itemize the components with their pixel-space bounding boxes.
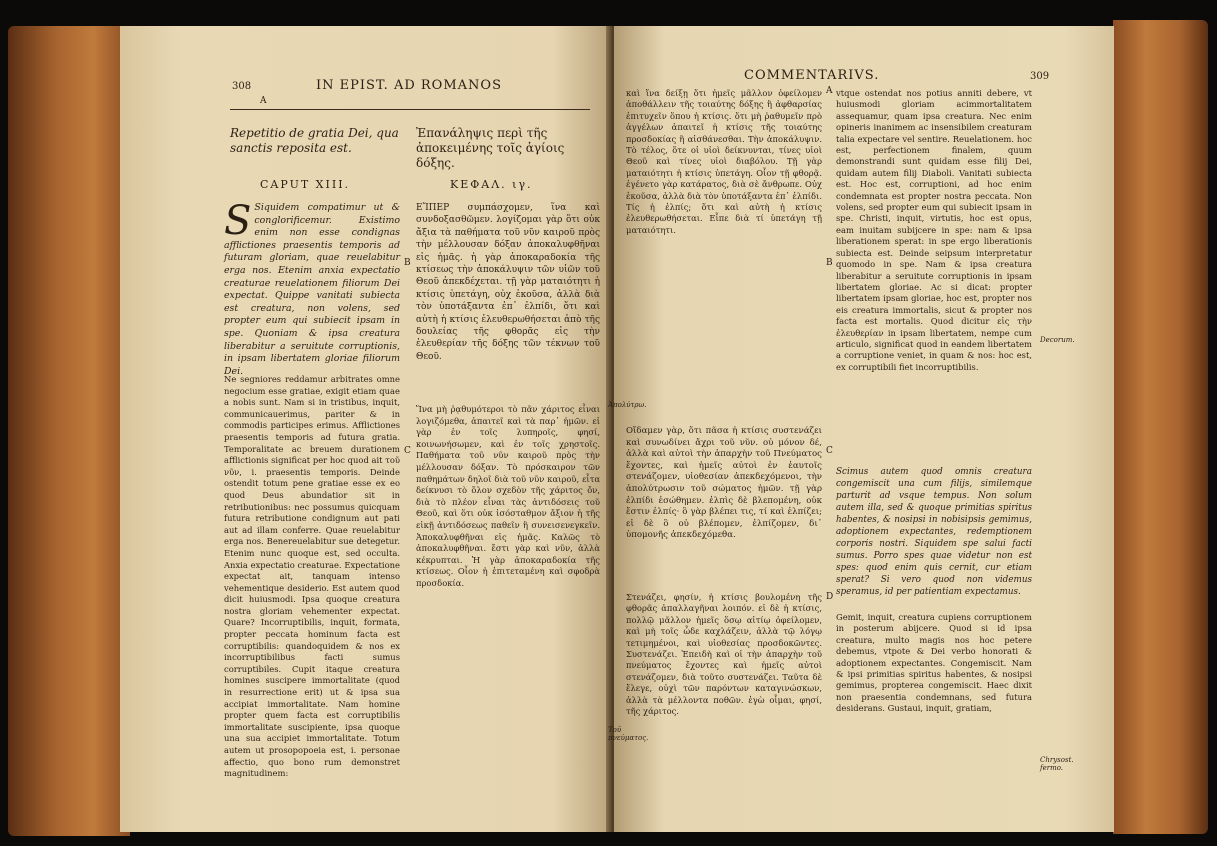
margin-note-2: Decorum. bbox=[1040, 336, 1075, 344]
header-rule bbox=[230, 109, 590, 110]
greek-title: Ἐπανάληψις περὶ τῆς ἀποκειμένης τοῖς ἁγίοις δόξης. bbox=[416, 126, 565, 170]
margin-note-4: Chrysost. fermo. bbox=[1040, 756, 1074, 772]
left-signature: A bbox=[260, 96, 267, 106]
drop-cap: S bbox=[224, 198, 252, 244]
latin-verse-column-right: Scimus autem quod omnis creatura congemiscit una cum filijs, similemque parturit ad vsque tempus. Non solum autem illa, sed & quoque primitias spiritus habentes, & nosipsi in nobisipsis gemimus, adoptionem expectantes, redemptionem corporis nostri. Siquidem spe salui facti sumus. Porro spes quae videtur non est spes: quod enim quis cernit, cur etiam sperat? Si vero quod non videmus speramus, id per patientiam expectamus. bbox=[836, 467, 1032, 597]
left-marker-b: B bbox=[404, 258, 411, 268]
left-running-head: IN EPIST. AD ROMANOS bbox=[316, 78, 502, 93]
greek-verse-column: ΕἼΠΕΡ συμπάσχομεν, ἵνα καὶ συνδοξασθῶμεν. λογίζομαι γὰρ ὅτι οὐκ ἄξια τὰ παθήματα τοῦ νῦν καιροῦ πρὸς τὴν μέλλουσαν δόξαν ἀποκαλυφθῆναι εἰς ἡμᾶς. ἡ γὰρ ἀποκαραδοκία τῆς κτίσεως τὴν ἀποκάλυψιν τῶν υἱῶν τοῦ Θεοῦ ἀπεκδέχεται. τῇ γὰρ ματαιότητι ἡ κτίσις ὑπετάγη, οὐχ ἑκοῦσα, ἀλλὰ διὰ τὸν ὑποτάξαντα ἐπ᾽ ἐλπίδι, ὅτι καὶ αὐτὴ ἡ κτίσις ἐλευθερωθήσεται ἀπὸ τῆς δουλείας τῆς φθορᾶς εἰς τὴν ἐλευθερίαν τῆς δόξης τῶν τέκνων τοῦ Θεοῦ. bbox=[416, 203, 600, 362]
right-marker-a: A bbox=[826, 86, 833, 96]
greek-commentary-3-column: Στενάζει, φησίν, ἡ κτίσις βουλομένη τῆς φθορᾶς ἀπαλλαγῆναι λοιπόν. εἰ δὲ ἡ κτίσις, πολλῷ μᾶλλον ἡμεῖς ὅσῳ αἰτίῳ ὀφείλομεν, καὶ μὴ τοῖς ὧδε καχλάζειν, ἀλλὰ τῷ λόγῳ τετιμημένοι, καὶ υἱοθεσίας προσδοκῶντες. Συστενάζει. Ἐπειδὴ καὶ οἱ τὴν ἀπαρχὴν τοῦ πνεύματος ἔχοντες καὶ ἡμεῖς αὐτοὶ στενάζομεν, διὰ τοῦτο συστενάζει. Ταῦτα δὲ ἔλεγε, οὐχὶ τῶν παρόντων καταγινώσκων, ἀλλὰ τὰ μέλλοντα ποθῶν. ἐγὼ οἶμαι, φησί, τῆς χάριτος. bbox=[626, 592, 822, 717]
right-marker-b: B bbox=[826, 258, 833, 268]
right-page bbox=[608, 26, 1114, 832]
right-page-number: 309 bbox=[1030, 71, 1050, 82]
chapter-latin: CAPUT XIII. bbox=[260, 178, 351, 191]
latin-verse-text: Siquidem compatimur ut & conglorificemur. Existimo enim non esse condignas afflictiones praesentis temporis ad futuram gloriam, quae reuelabitur erga nos. Etenim anxia expectatio creaturae reuelationem filiorum Dei expectat. Quippe vanitati subiecta est creatura, non volens, sed propter eum qui subiecit ipsam in spe. Quoniam & ipsa creatura liberabitur a seruitute corruptionis, in ipsam libertatem gloriae filiorum Dei. bbox=[224, 202, 400, 377]
latin-verse-column bbox=[224, 198, 400, 377]
right-cover-edge bbox=[1113, 20, 1208, 834]
margin-note-1: Ἀπολύτρω. bbox=[608, 401, 647, 409]
left-marker-c: C bbox=[404, 446, 411, 456]
left-page-number: 308 bbox=[232, 81, 252, 92]
greek-verse-column-right: Οἴδαμεν γὰρ, ὅτι πᾶσα ἡ κτίσις συστενάζει καὶ συνωδίνει ἄχρι τοῦ νῦν. οὐ μόνον δέ, ἀλλὰ καὶ αὐτοὶ τὴν ἀπαρχὴν τοῦ Πνεύματος ἔχοντες, καὶ ἡμεῖς αὐτοὶ ἐν ἑαυτοῖς στενάζομεν, υἱοθεσίαν ἀπεκδεχόμενοι, τὴν ἀπολύτρωσιν τοῦ σώματος ἡμῶν. τῇ γὰρ ἐλπίδι ἐσώθημεν. ἐλπὶς δὲ βλεπομένη, οὐκ ἔστιν ἐλπίς· ὃ γὰρ βλέπει τις, τί καὶ ἐλπίζει; εἰ δὲ ὃ οὐ βλέπομεν, ἐλπίζομεν, δι᾽ ὑπομονῆς ἀπεκδεχόμεθα. bbox=[626, 426, 822, 541]
right-marker-c: C bbox=[826, 446, 833, 456]
left-cover-edge bbox=[8, 26, 130, 836]
left-page bbox=[120, 26, 612, 832]
latin-commentary-column: Ne segniores reddamur arbitrates omne negocium esse gratiae, exigit etiam quae a nobis sunt. Nam si in tristibus, inquit, communicauerimus, pariter & in commodis participes erimus. Afflictiones praesentis temporis ad futura gratia. Temporalitate ac breuem durationem afflictionis significat per hoc quod ait τοῦ νῦν, i. praesentis temporis. Deinde ostendit totum pene gratiae esse ex eo quod Deus abundatior sit in retributionibus: nec possumus quicquam futura retributione condignum aut pati aut ad illam conferre. Quae reuelabitur erga nos. Benereuelabitur sue detegetur. Etenim nunc quoque est, sed occulta. Anxia expectatio creaturae. Expectatione expectat ait, tanquam intenso vehementique desiderio. Est autem quod dicit huiusmodi. Ipsa quoque creatura nostra gloriam vehementer expectat. Quare? Incorruptibilis, inquit, formata, propter peccata hominum facta est corruptibilis: quandoquidem & nos ex incorruptibilibus facti sumus corruptibiles. Cupit itaque creatura homines suscipere immortalitate (quod in resurrectione erit) ut & ipsa sua accipiat immortalitate. Nam homine propter quem facta est corruptibilis immortalitate suscipiente, ipsa quoque una sua accipiet immortalitate. Totum autem ut prosopopoeia est, i. personae affectio, quo bono rum demonstret magnitudinem: bbox=[224, 374, 400, 779]
latin-title: Repetitio de gratia Dei, qua sanctis reposita est. bbox=[230, 126, 399, 155]
latin-commentary-3-column: Gemit, inquit, creatura cupiens corruptionem in posterum abijcere. Quod si id ipsa creatura, multo magis nos hoc petere debemus, vtpote & Dei verbo honorati & adoptionem expectantes. Congemiscit. Nam & ipsi primitias spiritus habentes, & nosipsi gemimus, propterea congemiscit. Haec dixit non praesentia condemnans, sed futura desiderans. Gustaui, inquit, gratiam, bbox=[836, 612, 1032, 714]
margin-note-3: Τοῦ πνεύματος. bbox=[608, 726, 649, 742]
chapter-greek: ΚΕΦΑΛ. ιγ. bbox=[450, 178, 533, 191]
greek-commentary-column-right: καὶ ἵνα δείξῃ ὅτι ἡμεῖς μᾶλλον ὀφείλομεν ἀποθάλλειν τῆς τοιαύτης δόξης ἢ ἀφθαρσίας ἐπιτυχεῖν ὅπου ἡ κτίσις. ὅτι μὴ ῥαθυμεῖν πρὸ ἀγγέλων ἀπαιτεῖ ἡ κτίσις τῆς τοιαύτης προσδοκίας ἢ αἰσθάνεσθαι. Τὴν ἀποκάλυψιν. Τὸ τέλος, ὅτε οἱ υἱοὶ δείκνυνται, τίνες υἱοὶ Θεοῦ καὶ τίνες υἱοὶ διαβόλου. Τῇ γὰρ ματαιότητι ἡ κτίσις ὑπετάγη. Οἷον τῇ φθορᾷ. ἐγένετο γὰρ κατάρατος, διὰ σὲ ἄνθρωπε. Οὐχ ἑκοῦσα, ἀλλὰ διὰ τὸν ὑποτάξαντα ἐπ᾽ ἐλπίδι. Τίς ἡ ἐλπίς; ὅτι καὶ αὐτὴ ἡ κτίσις ἐλευθερωθήσεται. Εἶπε διὰ τί ὑπετάγη τῇ ματαιότητι. bbox=[626, 88, 822, 235]
latin-commentary-column-right: vtque ostendat nos potius anniti debere, vt huiusmodi gloriam acimmortalitatem assequamur, quam ipsa creatura. Nec enim opineris inanimem ac insensibilem creaturam talia expectare vel sentire. Reuelationem. hoc est, perfectionem finalem, quum demonstrandi sunt quidam esse filij Dei, quidam autem filij Diaboli. Vanitati subiecta est. Hoc est, corruptioni, ad hoc enim condemnata est propter nostra peccata. Non volens, sed propter eum qui subiecit ipsam in spe. Christi, inquit, virtutis, hoc est opus, eam inuitam subijcere in spe: nam & ipsa liberationem sperat: in spe ergo liberationis subiecta est. Deinde seipsum interpretatur quomodo in spe. Nam & ipsa creatura liberabitur a seruitute corruptionis in ipsam libertatem gloriae. Ac si dicat: propter libertatem ipsam gloriae, hoc est, propter nos eis creatura immortalis, sicut & propter nos facta est mortalis. Quod dicitur εἰς τὴν ἐλευθερίαν in ipsam libertatem, nempe cum articulo, significat quod in eandem libertatem a corruptione veniet, in quam & nos: hoc est, ex corruptibili fiet incorruptibilis. bbox=[836, 88, 1032, 372]
book-spread bbox=[8, 14, 1208, 840]
right-running-head: COMMENTARIVS. bbox=[744, 68, 880, 83]
greek-commentary-column: Ἵνα μὴ ῥᾳθυμότεροι τὸ πᾶν χάριτος εἶναι λογιζόμεθα, ἀπαιτεῖ καὶ τὰ παρ᾽ ἡμῶν. εἰ γὰρ ἐν τοῖς λυπηροῖς, φησί, κοινωνήσωμεν, καὶ ἐν τοῖς χρηστοῖς. Παθήματα τοῦ νῦν καιροῦ πρὸς τὴν μέλλουσαν δόξαν. Τὸ πρόσκαιρον τῶν παθημάτων δηλοῖ διὰ τοῦ νῦν καιροῦ, εἶτα δείκνυσι τὸ ὅλον σχεδὸν τῆς χάριτος ὄν, διὰ τὸ πλέον εἶναι τὰς ἀντιδόσεις τοῦ Θεοῦ, καὶ ὅτι οὐκ ἰσόσταθμον ἄξιον ἡ τῆς εἰκῇ ἀντιδόσεως παθεῖν ἢ συνεισενεγκεῖν. Ἀποκαλυφθῆναι εἰς ἡμᾶς. Καλῶς τὸ ἀποκαλυφθῆναι. ἔστι γὰρ καὶ νῦν, ἀλλὰ κέκρυπται. Ἡ γὰρ ἀποκαραδοκία τῆς κτίσεως. Οἷον ἡ ἐπιτεταμένη καὶ σφοδρὰ προσδοκία. bbox=[416, 404, 600, 588]
right-marker-d: D bbox=[826, 592, 834, 602]
